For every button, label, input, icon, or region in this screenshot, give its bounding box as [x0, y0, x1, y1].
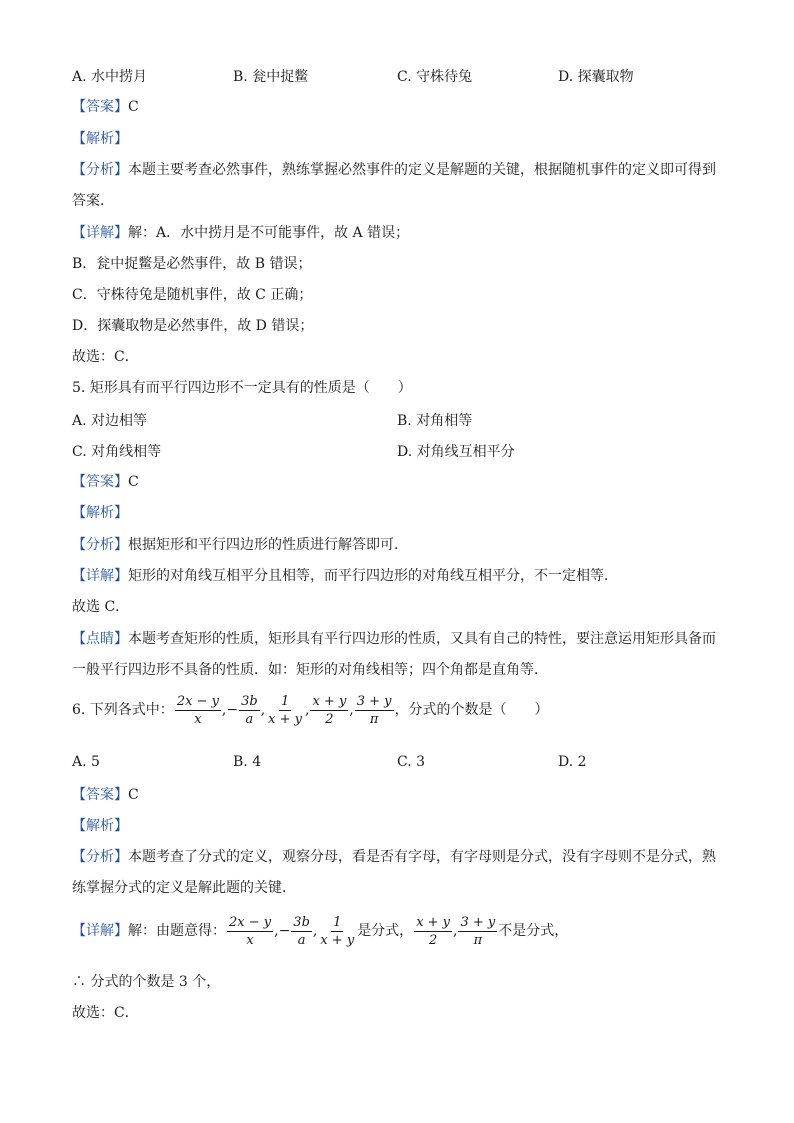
- q5-answer-line: [72, 472, 139, 492]
- q4-analysis-tag: 【解析】: [72, 131, 128, 147]
- q5-conclusion: 故选 C．: [72, 599, 130, 615]
- minus-sign: −: [226, 702, 239, 718]
- q4-fenxi-line2: 答案．: [72, 193, 114, 209]
- detail-fraction-3: $\frac{1}{x + y}$: [320, 914, 355, 948]
- fenxi-text: 本题主要考查必然事件，熟练掌握必然事件的定义是解题的关键，根据随机事件的定义即可得到: [128, 162, 716, 178]
- q5-option-c: C. 对角线相等: [72, 444, 162, 460]
- q6-option-b: B. 4: [233, 754, 262, 770]
- q4-conclusion: 故选：C．: [72, 349, 139, 365]
- detail-prefix: 解：由题意得：: [128, 923, 226, 939]
- detail-tag: 【详解】: [72, 923, 128, 939]
- answer-tag: 【答案】: [72, 99, 128, 115]
- answer-value: C: [128, 99, 139, 115]
- q5-option-d: D. 对角线互相平分: [397, 444, 515, 460]
- detail-fraction-2: $\frac{3b}{a}$: [293, 914, 310, 948]
- q5-detail-line: [72, 566, 618, 586]
- q4-option-a: A. 水中捞月: [72, 69, 148, 85]
- fraction-1: $\frac{2x - y}{x}$: [176, 693, 219, 727]
- answer-tag: 【答案】: [72, 787, 128, 803]
- dianjing-tag: 【点睛】: [72, 631, 128, 647]
- q6-analysis-tag: 【解析】: [72, 818, 128, 834]
- q6-option-c: C. 3: [397, 754, 426, 770]
- answer-tag: 【答案】: [72, 474, 128, 490]
- fraction-4: $\frac{x + y}{2}$: [312, 693, 347, 727]
- q4-fenxi-line1: [72, 160, 716, 180]
- minus-sign: −: [278, 923, 291, 939]
- detail-fraction-5: $\frac{3 + y}{\pi}$: [460, 914, 496, 948]
- q6-fenxi-line2: 练掌握分式的定义是解此题的关键．: [72, 880, 296, 896]
- detail-mid: 是分式，: [357, 923, 414, 939]
- q5-dianjing-line2: 一般平行四边形不具备的性质．如：矩形的对角线相等；四个角都是直角等．: [72, 662, 548, 678]
- detail-text: 解：A．水中捞月是不可能事件，故 A 错误；: [128, 225, 410, 241]
- q6-stem: 6. 下列各式中： $\frac{2x - y}{x}$ , − $\frac{3b}{a}$ , $\frac{1}{x + y}$ , $\frac{x + y}{2}$ , $\frac{3 + y}{\pi}$ ，分式的个数是（ ）: [72, 693, 549, 727]
- q4-option-c: C. 守株待兔: [397, 69, 473, 85]
- q4-detail-line4: D．探囊取物是必然事件，故 D 错误；: [72, 318, 314, 334]
- q6-fenxi-line1: [72, 847, 716, 867]
- fenxi-tag: 【分析】: [72, 537, 128, 553]
- dianjing-text: 本题考查矩形的性质，矩形具有平行四边形的性质，又具有自己的特性，要注意运用矩形具备而: [128, 631, 716, 647]
- fraction-3: $\frac{1}{x + y}$: [268, 693, 302, 727]
- fraction-5: $\frac{3 + y}{\pi}$: [356, 693, 392, 727]
- q4-option-d: D. 探囊取物: [558, 69, 634, 85]
- fenxi-tag: 【分析】: [72, 162, 128, 178]
- q5-option-a: A. 对边相等: [72, 413, 148, 429]
- q6-option-a: A. 5: [72, 754, 100, 770]
- q4-detail-line2: B．瓮中捉鳖是必然事件，故 B 错误；: [72, 256, 312, 272]
- q4-detail-line3: C．守株待兔是随机事件，故 C 正确；: [72, 287, 313, 303]
- fenxi-tag: 【分析】: [72, 849, 128, 865]
- q6-answer-line: [72, 785, 139, 805]
- q4-answer-line: [72, 97, 139, 117]
- detail-tag: 【详解】: [72, 225, 128, 241]
- detail-suffix: 不是分式，: [498, 923, 569, 939]
- q5-analysis-tag: 【解析】: [72, 505, 128, 521]
- q4-option-b: B. 瓮中捉鳖: [233, 69, 309, 85]
- q6-detail-line: 【详解】 解：由题意得： $\frac{2x - y}{x}$ , − $\frac{3b}{a}$ , $\frac{1}{x + y}$ 是分式， $\frac{x + y}{2}$ , $\frac{3 + y}{\pi}$ 不是分式，: [72, 914, 569, 948]
- answer-value: C: [128, 787, 139, 803]
- q5-option-b: B. 对角相等: [397, 413, 473, 429]
- fenxi-text: 根据矩形和平行四边形的性质进行解答即可．: [128, 537, 408, 553]
- q6-conclusion: 故选：C．: [72, 1005, 139, 1021]
- detail-fraction-4: $\frac{x + y}{2}$: [416, 914, 451, 948]
- q6-therefore: ∴ 分式的个数是 3 个，: [72, 974, 221, 990]
- detail-tag: 【详解】: [72, 568, 128, 584]
- answer-value: C: [128, 474, 139, 490]
- detail-text: 矩形的对角线互相平分且相等，而平行四边形的对角线互相平分，不一定相等．: [128, 568, 618, 584]
- fraction-2: $\frac{3b}{a}$: [241, 693, 258, 727]
- q6-option-d: D. 2: [558, 754, 587, 770]
- q6-stem-prefix: 6. 下列各式中：: [72, 702, 174, 718]
- q5-fenxi-line: [72, 535, 408, 555]
- detail-fraction-1: $\frac{2x - y}{x}$: [229, 914, 272, 948]
- q5-stem: 5. 矩形具有而平行四边形不一定具有的性质是（ ）: [72, 380, 412, 396]
- q4-detail-line1: [72, 223, 409, 243]
- q5-dianjing-line1: [72, 629, 716, 649]
- q6-stem-suffix: ，分式的个数是（ ）: [394, 702, 549, 718]
- fenxi-text: 本题考查了分式的定义，观察分母，看是否有字母，有字母则是分式，没有字母则不是分式，熟: [128, 849, 716, 865]
